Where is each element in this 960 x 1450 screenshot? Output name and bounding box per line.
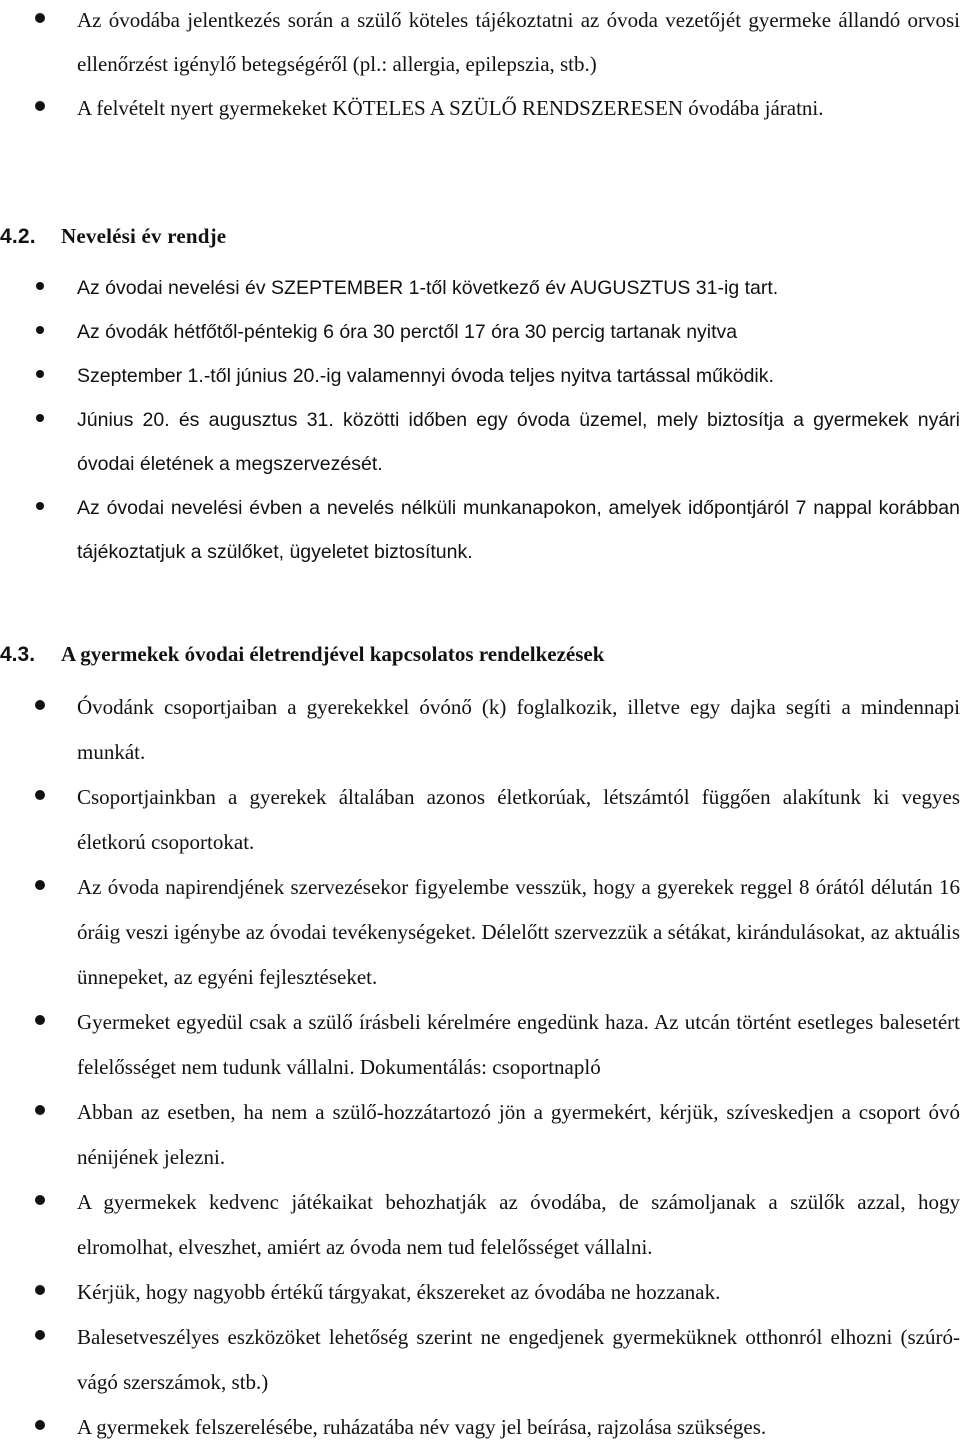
list-item <box>0 1090 960 1180</box>
bullet-icon <box>35 880 45 890</box>
list-item-text: Abban az esetben, ha nem a szülő-hozzátartozó jön a gyermekért, kérjük, szíveskedjen a csoport óvó nénijének jelezni. <box>77 1100 960 1169</box>
section-heading-4-3 <box>0 632 604 677</box>
bullet-icon <box>35 790 45 800</box>
list-item <box>0 775 960 865</box>
list-item <box>0 685 960 775</box>
list-item-text: Az óvodai nevelési évben a nevelés nélküli munkanapokon, amelyek időpontjáról 7 nappal korábban tájékoztatjuk a szülőket, ügyeletet biztosítunk. <box>77 497 960 563</box>
bullet-icon <box>35 700 45 710</box>
section-number: 4.3. <box>0 643 36 666</box>
list-item <box>0 86 960 130</box>
bullet-icon <box>36 370 44 378</box>
bullet-icon <box>35 1105 45 1115</box>
bullet-icon <box>36 414 44 422</box>
list-item-text: Az óvodák hétfőtől-péntekig 6 óra 30 perctől 17 óra 30 percig tartanak nyitva <box>77 321 738 343</box>
bullet-icon <box>35 1330 45 1340</box>
list-item <box>0 1270 960 1315</box>
bullet-icon <box>35 1195 45 1205</box>
section-heading-4-2 <box>0 214 226 259</box>
bullet-icon <box>35 101 45 111</box>
bullet-icon <box>35 1015 45 1025</box>
list-item-text: A gyermekek felszerelésébe, ruházatába név vagy jel beírása, rajzolása szükséges. <box>77 1415 767 1439</box>
list-item <box>0 865 960 1000</box>
list-item <box>0 1405 960 1450</box>
intro-bullet-list <box>0 0 960 130</box>
bullet-icon <box>35 13 45 23</box>
list-item <box>0 1180 960 1270</box>
bullet-icon <box>36 326 44 334</box>
list-item-text: Csoportjainkban a gyerekek általában azonos életkorúak, létszámtól függően alakítunk ki vegyes életkorú csoportokat. <box>77 785 960 854</box>
bullet-icon <box>35 1420 45 1430</box>
list-item-text: Óvodánk csoportjaiban a gyerekekkel óvónő (k) foglalkozik, illetve egy dajka segíti a mindennapi munkát. <box>77 695 960 764</box>
list-item <box>0 310 960 354</box>
bullet-icon <box>35 1285 45 1295</box>
list-item-text: Június 20. és augusztus 31. közötti időben egy óvoda üzemel, mely biztosítja a gyermekek nyári óvodai életének a megszervezését. <box>77 409 960 475</box>
section-number: 4.2. <box>0 225 36 248</box>
list-item-text: Az óvodai nevelési év SZEPTEMBER 1-től következő év AUGUSZTUS 31-ig tart. <box>77 277 779 299</box>
list-item <box>0 0 960 86</box>
section-4-3-bullet-list <box>0 685 960 1450</box>
list-item <box>0 1315 960 1405</box>
list-item-text: Az óvoda napirendjének szervezésekor figyelembe vesszük, hogy a gyerekek reggel 8 órától délután 16 óráig veszi igénybe az óvodai tevékenységeket. Délelőtt szervezzük a sétákat, kirándulásokat, az aktuális ünnepeket, az egyéni fejlesztéseket. <box>77 875 960 989</box>
list-item <box>0 266 960 310</box>
list-item-text: Az óvodába jelentkezés során a szülő köteles tájékoztatni az óvoda vezetőjét gyermeke állandó orvosi ellenőrzést igénylő betegségéről (pl.: allergia, epilepszia, stb.) <box>77 8 960 76</box>
list-item <box>0 486 960 574</box>
list-item <box>0 398 960 486</box>
list-item-text: A gyermekek kedvenc játékaikat behozhatják az óvodába, de számoljanak a szülők azzal, hogy elromolhat, elveszhet, amiért az óvoda nem tud felelősséget vállalni. <box>77 1190 960 1259</box>
section-title: Nevelési év rendje <box>61 224 227 248</box>
list-item-text: Balesetveszélyes eszközöket lehetőség szerint ne engedjenek gyermeküknek otthonról elhozni (szúró-vágó szerszámok, stb.) <box>77 1325 960 1394</box>
bullet-icon <box>36 282 44 290</box>
section-title: A gyermekek óvodai életrendjével kapcsolatos rendelkezések <box>61 642 605 666</box>
list-item-text: Gyermeket egyedül csak a szülő írásbeli kérelmére engedünk haza. Az utcán történt esetleges balesetért felelősséget nem tudunk vállalni. Dokumentálás: csoportnapló <box>77 1010 960 1079</box>
list-item <box>0 1000 960 1090</box>
bullet-icon <box>36 502 44 510</box>
list-item-text: Szeptember 1.-től június 20.-ig valamennyi óvoda teljes nyitva tartással működik. <box>77 365 774 387</box>
list-item-text: A felvételt nyert gyermekeket KÖTELES A SZÜLŐ RENDSZERESEN óvodába járatni. <box>77 96 824 120</box>
section-4-2-bullet-list <box>0 266 960 574</box>
list-item <box>0 354 960 398</box>
list-item-text: Kérjük, hogy nagyobb értékű tárgyakat, ékszereket az óvodába ne hozzanak. <box>77 1280 721 1304</box>
